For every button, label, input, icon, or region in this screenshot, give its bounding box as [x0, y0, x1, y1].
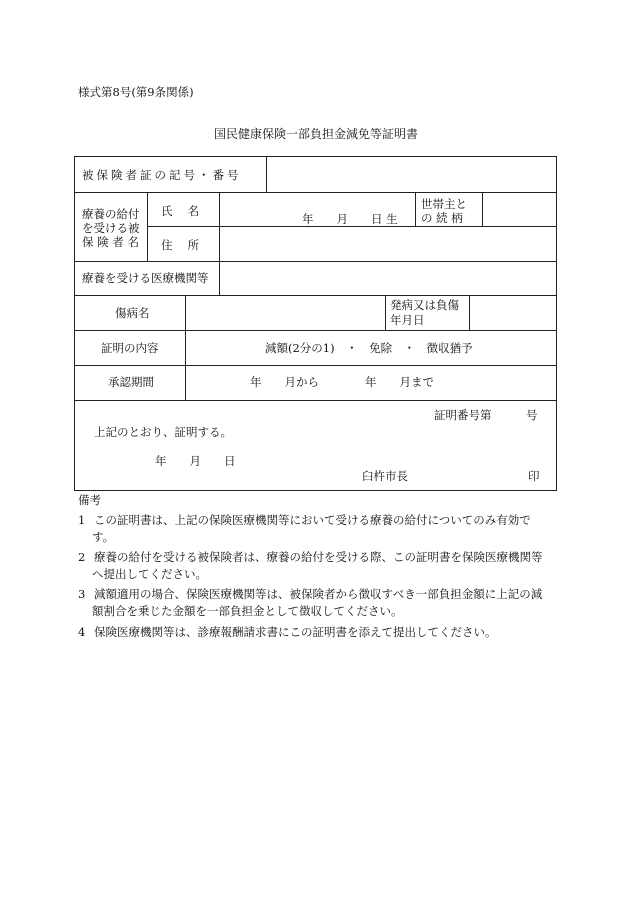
remark-text-cont: へ提出してください。 [92, 567, 207, 581]
column-divider [266, 157, 267, 192]
head-relation-label-line1: 世帯主と [421, 197, 467, 211]
row-divider [75, 400, 556, 401]
remark-text: この証明書は、上記の保険医療機関等において受ける療養の給付についてのみ有効で [94, 513, 531, 527]
onset-label-line1: 発病又は負傷 [390, 298, 459, 312]
issue-date: 年 月 日 [155, 454, 236, 468]
remarks-heading: 備考 [78, 493, 101, 507]
column-divider [219, 192, 220, 295]
mayor-name: 臼杵市長 [362, 469, 408, 483]
seal-mark: 印 [528, 469, 540, 483]
row-divider [147, 226, 556, 227]
remark-text-cont: す。 [92, 530, 115, 544]
remark-item [78, 549, 558, 583]
name-label: 氏 名 [161, 204, 200, 218]
insured-label-line3: 保 険 者 名 [82, 235, 139, 249]
disease-label: 傷病名 [115, 306, 150, 320]
birthdate-field: 年 月 日 生 [302, 212, 398, 226]
insured-label-line2: を受ける被 [82, 221, 140, 235]
row-divider [75, 330, 556, 331]
address-label: 住 所 [161, 238, 200, 252]
row-divider [75, 261, 556, 262]
column-divider [482, 192, 483, 226]
certificate-number: 証明番号第 号 [434, 408, 538, 422]
remark-number: 2 [78, 550, 86, 564]
onset-label-line2: 年月日 [390, 313, 425, 327]
remark-number: 1 [78, 513, 86, 527]
institution-label: 療養を受ける医療機関等 [82, 271, 209, 285]
remark-text-cont: 額割合を乗じた金額を一部負担金として徴収してください。 [92, 604, 403, 618]
remark-item [78, 586, 558, 620]
certify-statement: 上記のとおり、証明する。 [94, 425, 232, 439]
proof-content-value: 減額(2分の1) ・ 免除 ・ 徴収猶予 [265, 341, 473, 355]
column-divider [185, 295, 186, 400]
remark-item [78, 512, 558, 546]
column-divider [385, 295, 386, 330]
proof-content-label: 証明の内容 [101, 341, 159, 355]
approval-period-value: 年 月から 年 月まで [250, 375, 434, 389]
insured-label-line1: 療養の給付 [82, 207, 140, 221]
column-divider [147, 192, 148, 261]
remark-number: 4 [78, 625, 86, 639]
document-title: 国民健康保険一部負担金減免等証明書 [214, 127, 419, 141]
approval-period-label: 承認期間 [108, 375, 154, 389]
remark-item [78, 624, 558, 641]
head-relation-label-line2: の 続 柄 [421, 211, 463, 225]
column-divider [415, 192, 416, 226]
row-divider [75, 295, 556, 296]
remark-number: 3 [78, 587, 86, 601]
certificate-form [74, 156, 557, 491]
column-divider [469, 295, 470, 330]
row-divider [75, 365, 556, 366]
form-number: 様式第8号(第9条関係) [78, 85, 194, 99]
remark-text: 減額適用の場合、保険医療機関等は、被保険者から徴収すべき一部負担金額に上記の減 [94, 587, 543, 601]
remark-text: 療養の給付を受ける被保険者は、療養の給付を受ける際、この証明書を保険医療機関等 [94, 550, 543, 564]
insurance-card-label: 被保険者証の記号・番号 [82, 168, 242, 182]
remark-text: 保険医療機関等は、診療報酬請求書にこの証明書を添えて提出してください。 [94, 625, 497, 639]
